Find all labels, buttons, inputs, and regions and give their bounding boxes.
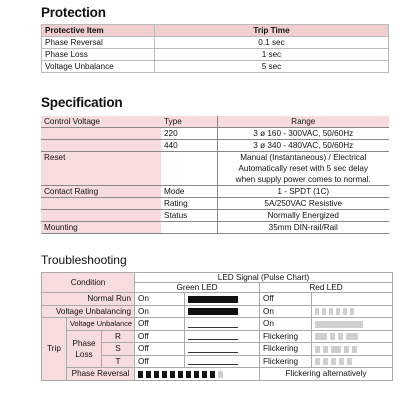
- voltage-unbalancing-label: Voltage Unbalancing: [42, 305, 135, 318]
- protective-item: Voltage Unbalance: [42, 61, 155, 73]
- red-state: Flickering: [260, 343, 312, 356]
- green-state: Off: [135, 330, 185, 343]
- protection-title: Protection: [41, 5, 106, 20]
- troubleshooting-table: [41, 272, 393, 381]
- led-signal-header: LED Signal (Pulse Chart): [135, 273, 393, 283]
- phase-s-label: S: [102, 343, 135, 356]
- contact-rating-label: Contact Rating: [41, 186, 161, 198]
- solid-gray-pulse: [315, 321, 363, 328]
- trip-time: 0.1 sec: [155, 37, 389, 49]
- phase-loss-label: Phase Loss: [67, 330, 102, 368]
- table-row: [42, 61, 389, 73]
- specification-title: Specification: [41, 95, 123, 110]
- control-voltage-label: Control Voltage: [41, 116, 161, 128]
- protective-item: Phase Loss: [42, 49, 155, 61]
- trip-label: Trip: [42, 318, 67, 381]
- green-state: Off: [135, 318, 185, 331]
- table-row: [42, 49, 389, 61]
- mode-label: Mode: [161, 186, 217, 198]
- voltage-220-range: 3 ø 160 - 300VAC, 50/60Hz: [217, 128, 389, 140]
- table-row: [42, 37, 389, 49]
- mode-value: 1 - SPDT (1C): [217, 186, 389, 198]
- condition-header: Condition: [42, 273, 135, 293]
- off-line: [188, 321, 238, 328]
- phase-t-label: T: [102, 355, 135, 368]
- red-led-header: Red LED: [260, 283, 393, 293]
- green-state: On: [135, 305, 185, 318]
- reset-line: Automatically reset with 5 sec delay: [217, 163, 389, 174]
- mounting-label: Mounting: [41, 222, 161, 234]
- reset-label: Reset: [41, 152, 161, 164]
- specification-table: [41, 116, 389, 234]
- phase-reversal-label: Phase Reversal: [67, 368, 135, 381]
- red-state: Flickering alternatively: [260, 368, 393, 381]
- normal-run-label: Normal Run: [42, 293, 135, 306]
- green-state: Off: [135, 355, 185, 368]
- type-label: Type: [161, 116, 217, 128]
- red-state: Off: [260, 293, 312, 306]
- header-trip-time: Trip Time: [155, 25, 389, 37]
- range-label: Range: [217, 116, 389, 128]
- troubleshooting-title: Troubleshooting: [41, 253, 127, 267]
- gray-flicker-pulse: [315, 346, 360, 353]
- voltage-440: 440: [161, 140, 217, 152]
- gray-flicker-pulse: [315, 333, 361, 340]
- green-state: Off: [135, 343, 185, 356]
- green-led-header: Green LED: [135, 283, 260, 293]
- header-protective-item: Protective Item: [42, 25, 155, 37]
- protection-header-row: [42, 25, 389, 37]
- voltage-unbalance-label: Voltage Unbalance: [67, 318, 135, 331]
- status-value: Normally Energized: [217, 210, 389, 222]
- voltage-440-range: 3 ø 340 - 480VAC, 50/60Hz: [217, 140, 389, 152]
- trip-time: 1 sec: [155, 49, 389, 61]
- black-flicker-pulse: [138, 371, 226, 378]
- green-state: On: [135, 293, 185, 306]
- off-line: [188, 346, 238, 353]
- rating-label: Rating: [161, 198, 217, 210]
- status-label: Status: [161, 210, 217, 222]
- off-line: [188, 333, 238, 340]
- reset-line: Manual (Instantaneous) / Electrical: [217, 152, 389, 164]
- red-state: Flickering: [260, 330, 312, 343]
- red-state: On: [260, 318, 312, 331]
- mounting-value: 35mm DIN-rail/Rail: [217, 222, 389, 234]
- off-line: [188, 358, 238, 365]
- red-state: Flickering: [260, 355, 312, 368]
- red-state: On: [260, 305, 312, 318]
- gray-flicker-pulse: [315, 358, 355, 365]
- phase-r-label: R: [102, 330, 135, 343]
- reset-line: when supply power comes to normal.: [217, 174, 389, 186]
- protection-table: [41, 24, 389, 73]
- protective-item: Phase Reversal: [42, 37, 155, 49]
- gray-flicker-pulse: [315, 308, 357, 315]
- voltage-220: 220: [161, 128, 217, 140]
- solid-black-pulse: [188, 308, 238, 315]
- solid-black-pulse: [188, 296, 238, 303]
- trip-time: 5 sec: [155, 61, 389, 73]
- rating-value: 5A/250VAC Resistive: [217, 198, 389, 210]
